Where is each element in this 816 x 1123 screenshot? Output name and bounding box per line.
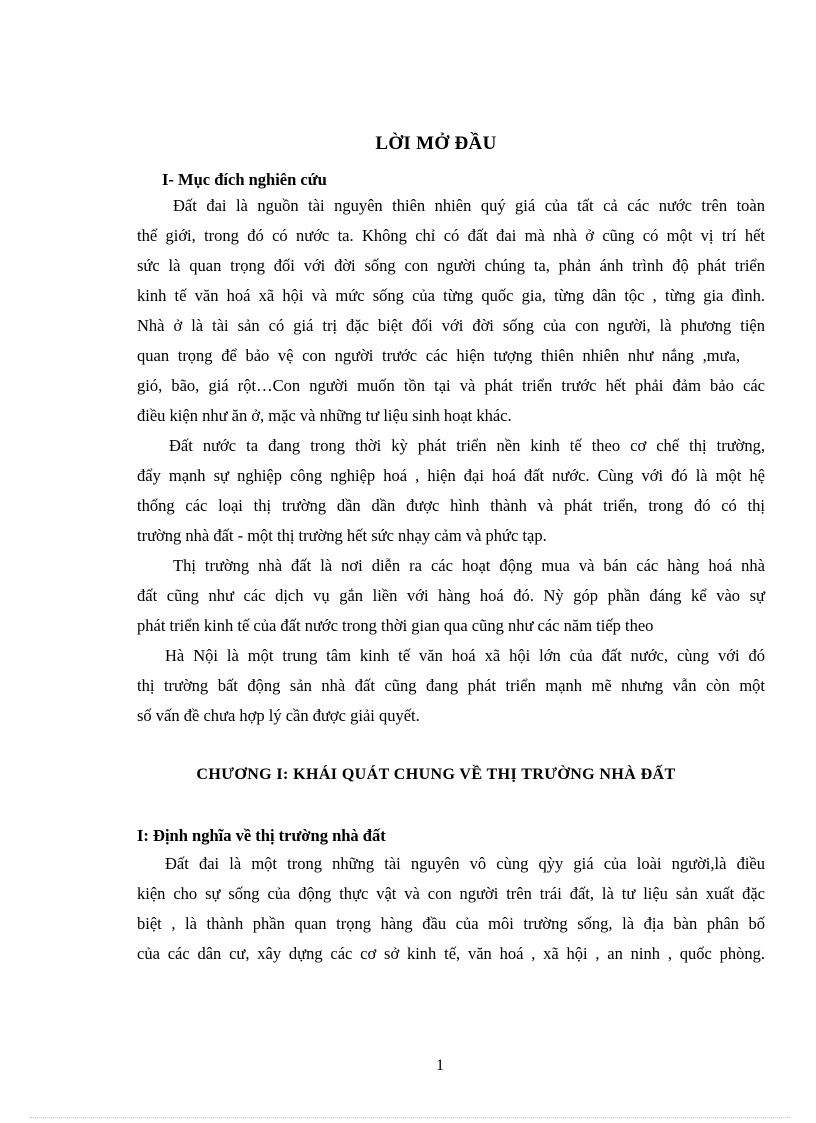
paragraph-line: của các dân cư, xây dựng các cơ sở kinh tế, văn hoá , xã hội , an ninh , quốc phòng. bbox=[137, 944, 765, 963]
paragraph-line: gió, bão, giá rột…Con người muốn tồn tại và phát triển trước hết phải đảm bảo các bbox=[137, 376, 765, 395]
paragraph-line: đất cũng như các dịch vụ gắn liền với hàng hoá đó. Nỳ góp phần đáng kể vào sự bbox=[137, 586, 765, 605]
paragraph-line: phát triển kinh tế của đất nước trong thời gian qua cũng như các năm tiếp theo bbox=[137, 616, 654, 635]
paragraph-line: Thị trường nhà đất là nơi diễn ra các hoạt động mua và bán các hàng hoá nhà bbox=[173, 556, 765, 575]
page-number: 1 bbox=[436, 1057, 444, 1074]
paragraph-line: sức là quan trọng đối với đời sống con người chúng ta, phản ánh trình độ phát triển bbox=[137, 256, 765, 275]
section-heading-purpose: I- Mục đích nghiên cứu bbox=[162, 170, 327, 189]
paragraph-line: thị trường bất động sản nhà đất cũng đang phát triển mạnh mẽ nhưng vẫn còn một bbox=[137, 676, 765, 695]
paragraph-line: Nhà ở là tài sản có giá trị đặc biệt đối với đời sống của con người, là phương tiện bbox=[137, 316, 765, 335]
document-title: LỜI MỞ ĐẦU bbox=[375, 133, 497, 154]
paragraph-line: Đất đai là một trong những tài nguyên vô cùng qỳy giá của loài người,là điều bbox=[165, 854, 765, 873]
paragraph-line: quan trọng để bảo vệ con người trước các hiện tượng thiên nhiên như nắng ,mưa, bbox=[137, 346, 740, 365]
paragraph-line: kiện cho sự sống của động thực vật và con người trên trái đất, là tư liệu sản xuất đặc bbox=[137, 884, 765, 903]
paragraph-line: Đất đai là nguồn tài nguyên thiên nhiên quý giá của tất cả các nước trên toàn bbox=[173, 196, 765, 215]
paragraph-line: điều kiện như ăn ở, mặc và những tư liệu sinh hoạt khác. bbox=[137, 406, 512, 425]
paragraph-line: đẩy mạnh sự nghiệp công nghiệp hoá , hiện đại hoá đất nước. Cùng với đó là một hệ bbox=[137, 466, 765, 485]
paragraph-line: kinh tế văn hoá xã hội và mức sống của từng quốc gia, từng dân tộc , từng gia đình. bbox=[137, 286, 765, 305]
chapter-title: CHƯƠNG I: KHÁI QUÁT CHUNG VỀ THỊ TRƯỜNG NHÀ ĐẤT bbox=[196, 766, 676, 783]
paragraph-line: số vấn đề chưa hợp lý cần được giải quyết. bbox=[137, 706, 420, 725]
paragraph-line: thống các loại thị trường dần dần được hình thành và phát triển, trong đó có thị bbox=[137, 496, 765, 515]
paragraph-line: Đất nước ta đang trong thời kỳ phát triển nền kinh tế theo cơ chế thị trường, bbox=[169, 436, 765, 455]
paragraph-line: thế giới, trong đó có nước ta. Không chỉ có đất đai mà nhà ở cũng có một vị trí hết bbox=[137, 226, 765, 245]
paragraph-line: biệt , là thành phần quan trọng hàng đầu của môi trường sống, là địa bàn phân bố bbox=[137, 914, 765, 933]
section-heading-definition: I: Định nghĩa về thị trường nhà đất bbox=[137, 826, 386, 845]
paragraph-line: trường nhà đất - một thị trường hết sức nhạy cảm và phức tạp. bbox=[137, 526, 547, 545]
paragraph-line: Hà Nội là một trung tâm kinh tế văn hoá xã hội lớn của đất nước, cùng với đó bbox=[165, 646, 765, 665]
page-bottom-divider bbox=[30, 1117, 790, 1118]
